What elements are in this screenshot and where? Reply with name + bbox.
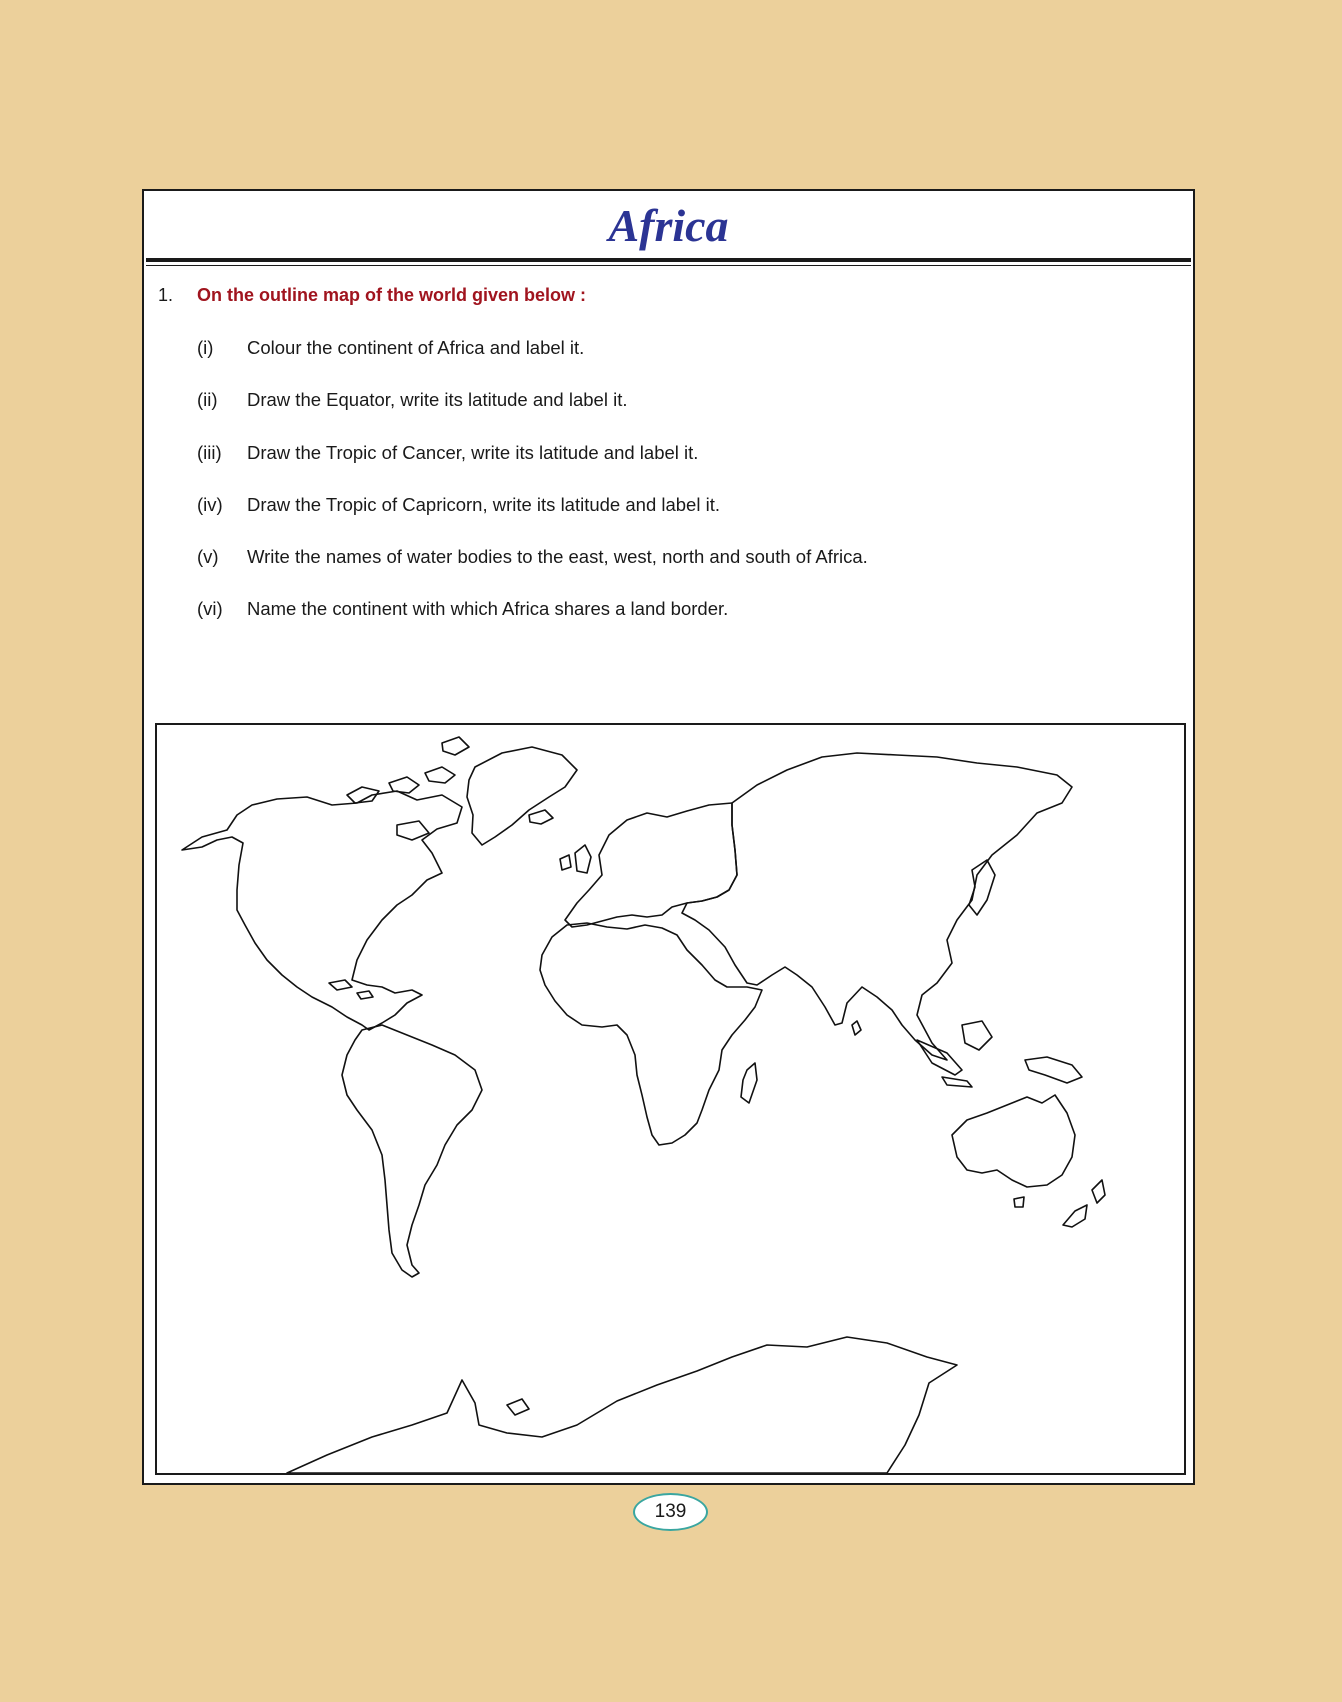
sub-question-number: (iii) [197, 441, 222, 463]
sub-question-text: Write the names of water bodies to the east, west, north and south of Africa. [247, 546, 868, 568]
tasmania-outline [1014, 1197, 1024, 1207]
new-zealand-outline [1063, 1205, 1087, 1227]
sub-question-text: Draw the Equator, write its latitude and label it. [247, 389, 628, 411]
arctic-island-outline [397, 821, 429, 840]
south-america-outline [342, 1025, 482, 1277]
asia-outline [682, 753, 1072, 1060]
north-america-outline [182, 791, 462, 1030]
europe-outline [565, 803, 737, 927]
british-isles-outline [575, 845, 591, 873]
world-outline-map [155, 723, 1186, 1475]
arctic-island-outline [425, 767, 455, 783]
indonesia-outline [942, 1077, 972, 1087]
sub-question-number: (vi) [197, 598, 223, 620]
arctic-island-outline [442, 737, 469, 755]
antarctica-outline [287, 1337, 957, 1473]
sub-question [197, 389, 868, 441]
page-title: Africa [608, 200, 729, 251]
question-heading: On the outline map of the world given below : [197, 285, 587, 305]
sub-question [197, 337, 868, 389]
new-guinea-outline [1025, 1057, 1082, 1083]
sub-question [197, 546, 868, 598]
sub-question-text: Draw the Tropic of Capricorn, write its latitude and label it. [247, 493, 720, 515]
sub-question-number: (iv) [197, 493, 223, 515]
australia-outline [952, 1095, 1075, 1187]
new-zealand-outline [1092, 1180, 1105, 1203]
ireland-outline [560, 855, 571, 870]
iceland-outline [529, 810, 553, 824]
sub-question-number: (v) [197, 546, 219, 568]
sub-question [197, 598, 868, 650]
sub-question-number: (ii) [197, 389, 218, 411]
sub-question-text: Colour the continent of Africa and label it. [247, 337, 585, 358]
worksheet-page [142, 189, 1195, 1485]
sri-lanka-outline [852, 1021, 861, 1035]
sub-question-list [197, 337, 868, 651]
sub-question-text: Draw the Tropic of Cancer, write its latitude and label it. [247, 441, 699, 463]
question-number: 1. [158, 285, 174, 305]
title-divider-thin [146, 265, 1191, 266]
antarctic-island-outline [507, 1399, 529, 1415]
greenland-outline [467, 747, 577, 845]
sub-question-text: Name the continent with which Africa shares a land border. [247, 598, 729, 620]
arctic-island-outline [389, 777, 419, 793]
caribbean-island-outline [357, 991, 373, 999]
page-number-badge: 139 [633, 1493, 708, 1531]
madagascar-outline [741, 1063, 757, 1103]
sub-question-number: (i) [197, 337, 214, 358]
sub-question [197, 442, 868, 494]
indonesia-outline [962, 1021, 992, 1050]
africa-outline [540, 923, 762, 1145]
caribbean-island-outline [329, 980, 352, 990]
sub-question [197, 494, 868, 546]
title-divider-thick [146, 258, 1191, 262]
